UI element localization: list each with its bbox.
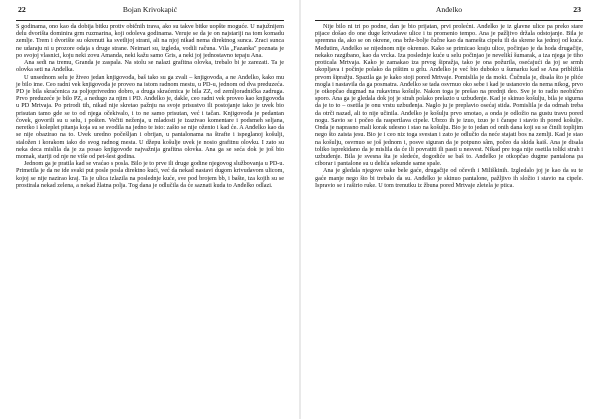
left-page-header (16, 5, 284, 17)
right-running-head: Anđelko (435, 5, 463, 14)
book-gutter (299, 0, 301, 419)
left-page-number: 22 (18, 5, 26, 14)
right-page-body (315, 23, 583, 189)
right-page-header (315, 5, 583, 17)
paragraph: Ana je gledala njegove uske bele gaće, drugačije od očevih i Miliškinih. Izgledalo joj je kao da su te gaće manje nego što bi trebalo da su. Anđelko je skinuo pantalone, pažljivo ih složio i stavio na cipele. Ispravio se i raširio ruke. U tom trenutku iz žbuna pored Mrtvaje zletela je ptica. (315, 167, 583, 189)
left-header-rule (16, 20, 284, 21)
paragraph: Ana sedi na tremu, Granda je zaspala. Na stolu se nalazi grafitna olovka, trebalo bi je zarezati. Ta je olovka seti na Anđelka. (16, 59, 284, 74)
left-page (16, 0, 284, 419)
right-page (315, 0, 583, 419)
paragraph: U unsednom selu je živeo jedan knjigovođa, baš tako su ga zvali – knjigovođa, a ne Anđelko, kako mu je bilo ime. Ceo radni vek knjigovođa je proveo na istom radnom mestu, u PD-u, jednom od dva preduzeća. PD je bila skraćenica za poljoprivredno dobro, a druga skraćenica je bila ZZ, od zemljoradnička zadruga. Prvo preduzeće je bilo PZ, a nedugo za njim i PD. Anđelko je, dakle, ceo radni vek proveo kao knjigovođa u PD Mrtvaja. Po prirodi tih, nikad nije skretao pažnju na svoje prisustvo ili postojanje iako je uvek bio prisutan tamo gde se to od njega očekivalo, i to ne samo prisutan, već i tačan. Knjigovođa je pedantan čovek, govorili su u selu, i pošten. Večiti neženja, u mladosti je izazivao komentare i podsmeh seljana, neretko i koleplet pitanja koja su se svodila na jedno te isto: zašto se nije oženio i kad će. A Anđelko kao da se nije obazirao na to. Uvek uredno počešljan i obrijan, u pantalonama na štrafte i ispeglanoj košulji, staložen i korakom iako do svog radnog mesta. U džepu košulje uvek je nosio grafitnu olovku. I zato su neka deca mislila da je za posao knjigovođe najvažnija grafitna olovka. Ana ga se seća dok je još bio momak, stariji od nje ne više od pet-šest godina. (16, 73, 284, 160)
paragraph: Jednom ga je pratila kad se vraćao s posla. Bilo je to prve ili druge godine njegovog službovanja u PD-u. Primetila je da ne ide svaki put posle posla direktno kući, već da nekad nastavi dugom krivudavom ulicom, kojoj se nije nazirao kraj. Ta je ulica izlazila na poslednje kuće, sve pod brojem bb, i bašte, iza kojih su se prostirala nekad zelena, a nekad žlatna polja. Tog dana je odlučila da će saznati kuda to Anđelko odlazi. (16, 160, 284, 189)
paragraph: S godinama, ono kao da dobija bitku protiv običnih trava, ako su takve bitke uopšte moguće. U najužnijem delu dvorišta dominira grm ruzmarina, koji odoleva godinama. Veruje se da je on najstariji na tom komadu zemlje. Trem i dvorište su okrenuti ka svetlijoj strani, ali na njoj nikad nema direktnog sunca. Zraci sunca ne udaraju ni u prozore odaja s druge strane. Neimari su, izgleda, vodili računa. Vila „Fazanka" poznata je po svojoj vlasnici, koju neki zovu Amanda, neki kažu samo Gris, a neki joj jednostavno tepaju Ana. (16, 23, 284, 59)
right-page-number: 23 (573, 5, 581, 14)
paragraph: Nije bilo ni tri po podne, dan je bio prijatan, prvi prolećni. Anđelko je iz glavne ulice pa preko stare pijace došao do one duge krivudave ulice i tu promenio tempo. Ana je pažljivo držala odstojanje. Bila je spremna da, ako se on okrene, ona brže-bolje čučne kao da namešta cipelu ili da skrene ka jednoj od kuća. Međutim, Anđelko se nijednom nije okrenuo. Kako se primicao kraju ulice, počinjao je da hoda drugačije, nekako razgibano, kao da vrcka. Iza poslednje kuće u selu počinjao je nevelikí šumarak, a iza njega je tiho proticala Mrtvaja. Kako je zamakao iza prvog šipražja, tako je ona požurila, osećajući da joj se srmh ukopljava i počinje polako da pištim u grlu. Anđelko je već bio duboko u šumarku kad se Ana približila prvom šipražju. Spazila ga je kako stoji pored Mrtvaje. Pomislila je da moki. Čučnula je, disala što je pliće mogla i nastavila da ga posmatra. Anđelko se tada osvrnuo oko sebe i kad je ustanovio da nema nikog, prvo je otkopčao dugmad na rukavima košulje. Nakon toga je prešao na prednji deo. Sve je to radio neobično sporo. Ana ga je gledala dok joj je strah polako prelazio u uzbuđenje. Kad je skinuo košulju, bila je sigurna da je to to – osetila je onu vrstu uzbuđenja. Naglo ju je preplavio osećaj stida. Pomislila je da odmah treba da otrči nazad, ali to nije učinila. Anđelko je košulju prvo smotao, a onda je odložio na gustu travu pored nogu. Savio se i počeo da raspertlava cipele. Ubrzo ih je izuo, izuo je i čarape i stavio ih pored košulje. Onda je naprasno mali korak udesno i stao na košulju. Bio je to jedan od onih dana koji su se činili toplijim nego što zaista jesu. Bio je i ceo niz toga svestan i zato je odlučio da neće stajati bos na zemlji. Kad je stao na košulju, osvrnuo se još jednom i, posve siguran da je potpuno sâm, počeo da skida kaiš. Ana je disala toliko isprekidano da je mislila da će ili povratiti ili pasti u nesvest. Nikad pre toga nije osetila toliki strah i uzbuđenje. Bila je svesna šta je sledeće, dogodiće se baš to. Anđelko je otkopčao dugme pantalona pa ciborar i pantalone su u delića sekunde same spale. (315, 23, 583, 168)
left-running-head: Bojan Krivokapić (122, 5, 178, 14)
left-page-body (16, 23, 284, 189)
right-header-rule (315, 20, 583, 21)
